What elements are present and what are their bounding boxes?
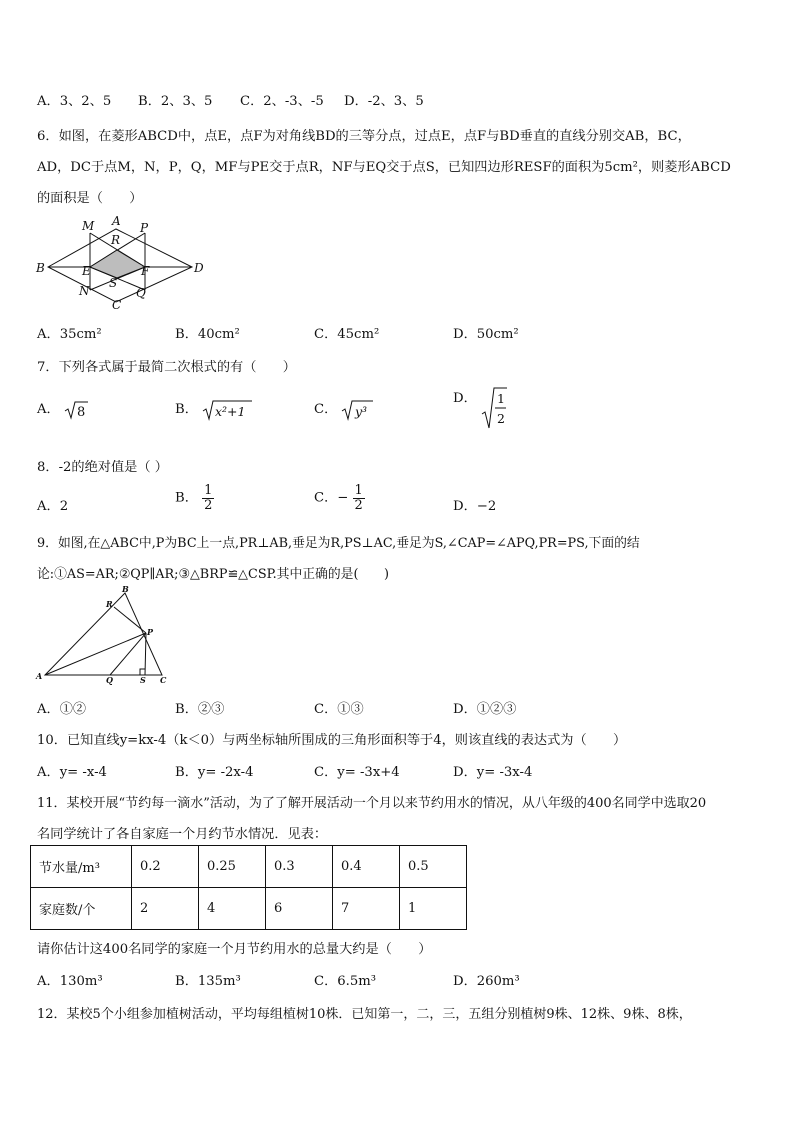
q10-option-a: A．y= -x-4 <box>37 765 107 780</box>
q8-option-a-value: 2 <box>59 499 69 514</box>
table-cell: 6 <box>266 888 333 930</box>
q8-option-d <box>453 495 496 514</box>
table-cell: 0.25 <box>199 846 266 888</box>
label-d: D <box>194 261 204 275</box>
label-r: R <box>106 599 113 609</box>
q9-option-c: C．①③ <box>314 702 364 717</box>
q8-option-c-label: C． <box>314 490 338 506</box>
q7-option-c <box>314 398 373 421</box>
q6-stem-line1: 6．如图，在菱形ABCD中，点E，点F为对角线BD的三等分点，过点E，点F与BD垂直的直线分别交AB，BC， <box>37 129 691 144</box>
q10-option-d: D．y= -3x-4 <box>453 765 533 780</box>
q7-option-d <box>453 386 507 430</box>
q7-option-b-label: B． <box>175 402 198 417</box>
q5-option-d: D．-2、3、5 <box>344 94 424 109</box>
q7-option-a-label: A． <box>37 402 60 417</box>
q8-option-a-label: A． <box>37 499 60 514</box>
label-r: R <box>111 233 121 247</box>
label-a: A <box>36 671 43 681</box>
sqrt-symbol-icon <box>481 386 507 430</box>
q7-d-denominator: 2 <box>496 411 505 426</box>
q9-triangle-figure <box>30 585 175 685</box>
table-cell: 0.3 <box>266 846 333 888</box>
q6-rhombus-figure <box>30 210 210 310</box>
label-s: S <box>109 276 118 290</box>
label-a: A <box>112 214 121 228</box>
q8-option-a <box>37 495 68 514</box>
q6-option-b: B．40cm² <box>175 327 240 342</box>
minus-sign: − <box>337 490 349 506</box>
q11-option-a: A．130m³ <box>37 974 103 989</box>
q9-stem-line2: 论:①AS=AR;②QP∥AR;③△BRP≌△CSP.其中正确的是( ) <box>37 567 390 582</box>
fraction-numerator: 1 <box>204 483 213 498</box>
q7-b-radicand: x²+1 <box>215 403 246 419</box>
q8-option-b-label: B． <box>175 490 198 506</box>
q7-stem: 7．下列各式属于最简二次根式的有（ ） <box>37 360 296 375</box>
label-f: F <box>141 264 150 278</box>
q7-a-radicand: 8 <box>76 404 86 420</box>
q10-stem: 10．已知直线y=kx-4（k＜0）与两坐标轴所围成的三角形面积等于4，则该直线的表达式为（ ） <box>37 733 627 748</box>
q10-option-b: B．y= -2x-4 <box>175 765 254 780</box>
q5-option-a: A．3、2、5 <box>37 94 112 109</box>
label-q: Q <box>136 286 146 300</box>
table-cell: 4 <box>199 888 266 930</box>
q12-stem-line1: 12．某校5个小组参加植树活动，平均每组植树10株．已知第一，二，三，五组分别植树9株、12株、9株、8株， <box>37 1007 692 1022</box>
q6-stem-line3: 的面积是（ ） <box>37 191 143 206</box>
q11-option-b: B．135m³ <box>175 974 241 989</box>
label-c: C <box>160 675 167 685</box>
q7-d-numerator: 1 <box>496 391 505 406</box>
label-p: P <box>140 221 149 235</box>
sqrt-symbol-icon <box>202 399 252 421</box>
sqrt-symbol-icon <box>341 399 373 421</box>
q6-option-d: D．50cm² <box>453 327 519 342</box>
water-saving-table <box>30 845 467 930</box>
q8-option-d-label: D． <box>453 499 477 514</box>
q7-c-radicand: y³ <box>355 403 368 419</box>
table-row <box>31 888 467 930</box>
label-s: S <box>140 675 146 685</box>
fraction <box>202 484 214 512</box>
table-cell: 0.4 <box>333 846 400 888</box>
q8-option-c <box>314 484 365 512</box>
q6-option-c: C．45cm² <box>314 327 380 342</box>
q5-option-b: B．2、3、5 <box>138 94 213 109</box>
q9-option-a: A．①② <box>37 702 87 717</box>
table-header-cell: 节水量/m³ <box>31 846 132 888</box>
label-n: N <box>79 284 90 298</box>
q8-option-d-value: −2 <box>476 499 497 514</box>
table-header-cell: 家庭数/个 <box>31 888 132 930</box>
q6-option-a: A．35cm² <box>37 327 102 342</box>
q8-option-b <box>175 484 214 512</box>
q11-option-d: D．260m³ <box>453 974 520 989</box>
table-cell: 7 <box>333 888 400 930</box>
fraction <box>353 484 365 512</box>
q10-option-c: C．y= -3x+4 <box>314 765 400 780</box>
q8-stem: 8．-2的绝对值是（ ） <box>37 460 168 475</box>
label-p: P <box>147 627 154 637</box>
q11-stem-line1: 11．某校开展“节约每一滴水”活动，为了了解开展活动一个月以来节约用水的情况，从八年级的400名同学中选取20 <box>37 796 707 811</box>
label-e: E <box>82 264 91 278</box>
q9-option-d: D．①②③ <box>453 702 517 717</box>
fraction-denominator: 2 <box>204 497 213 513</box>
q9-option-b: B．②③ <box>175 702 225 717</box>
label-b: B <box>122 585 129 594</box>
label-q: Q <box>106 675 113 685</box>
table-row <box>31 846 467 888</box>
fraction-numerator: 1 <box>354 483 363 498</box>
q9-stem-line1: 9．如图,在△ABC中,P为BC上一点,PR⊥AB,垂足为R,PS⊥AC,垂足为S,∠CAP=∠APQ,PR=PS,下面的结 <box>37 536 640 551</box>
label-c: C <box>112 298 122 310</box>
table-cell: 0.5 <box>400 846 467 888</box>
q7-option-d-label: D． <box>453 390 477 406</box>
table-cell: 0.2 <box>132 846 199 888</box>
q7-option-b <box>175 398 252 421</box>
q6-stem-line2: AD，DC于点M，N，P，Q，MF与PE交于点R，NF与EQ交于点S，已知四边形RESF的面积为5cm²，则菱形ABCD <box>37 160 731 175</box>
q11-option-c: C．6.5m³ <box>314 974 377 989</box>
q7-option-c-label: C． <box>314 402 338 417</box>
fraction-denominator: 2 <box>354 497 363 513</box>
q11-stem-line3: 请你估计这400名同学的家庭一个月节约用水的总量大约是（ ） <box>37 942 432 957</box>
q7-option-a <box>37 398 88 420</box>
q5-option-c: C．2、-3、-5 <box>240 94 324 109</box>
sqrt-symbol-icon <box>64 400 88 420</box>
label-m: M <box>82 219 95 233</box>
label-b: B <box>36 261 45 275</box>
table-cell: 2 <box>132 888 199 930</box>
q11-stem-line2: 名同学统计了各自家庭一个月约节水情况．见表： <box>37 827 328 842</box>
table-cell: 1 <box>400 888 467 930</box>
